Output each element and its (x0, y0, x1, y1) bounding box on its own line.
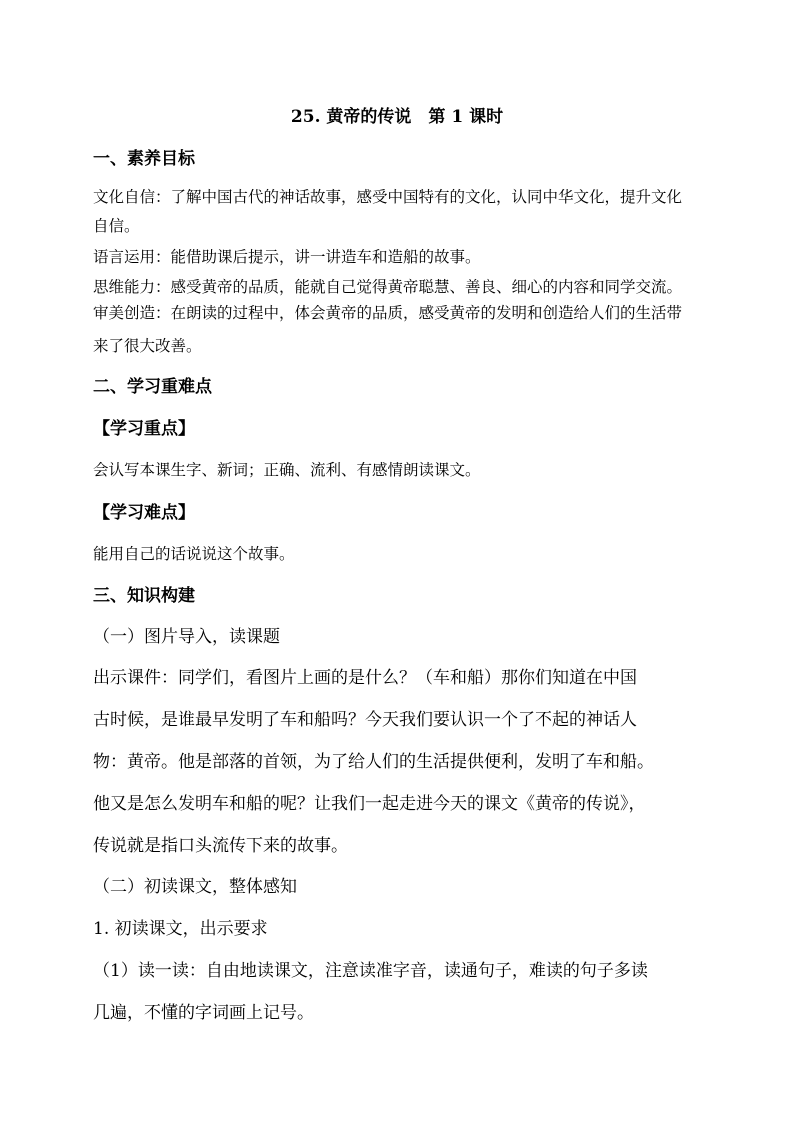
goal-line: 自信。 (93, 217, 140, 235)
paragraph-line: 传说就是指口头流传下来的故事。 (93, 836, 348, 856)
list-item-heading: 1. 初读课文，出示要求 (93, 919, 268, 939)
page-title: 25. 黄帝的传说 第 1 课时 (290, 107, 504, 127)
subsection-heading: （二）初读课文，整体感知 (93, 877, 297, 897)
difficulty-heading: 【学习难点】 (93, 503, 195, 523)
focus-text: 会认写本课生字、新词；正确、流利、有感情朗读课文。 (93, 461, 481, 479)
focus-heading: 【学习重点】 (93, 419, 195, 439)
difficulty-text: 能用自己的话说说这个故事。 (93, 545, 295, 563)
goal-line: 思维能力：感受黄帝的品质，能就自己觉得黄帝聪慧、善良、细心的内容和同学交流。 (93, 278, 683, 296)
paragraph-line: 物：黄帝。他是部落的首领，为了给人们的生活提供便利，发明了车和船。 (93, 752, 654, 772)
goal-line: 来了很大改善。 (93, 337, 202, 355)
list-item-line: 几遍，不懂的字词画上记号。 (93, 1003, 314, 1023)
section-heading-knowledge: 三、知识构建 (93, 586, 195, 606)
goal-line: 语言运用：能借助课后提示，讲一讲造车和造船的故事。 (93, 248, 481, 266)
goal-line: 文化自信：了解中国古代的神话故事，感受中国特有的文化，认同中华文化，提升文化 (93, 188, 683, 206)
list-item-line: （1）读一读：自由地读课文，注意读准字音，读通句子，难读的句子多读 (93, 961, 648, 981)
section-heading-key-points: 二、学习重难点 (93, 377, 212, 397)
paragraph-line: 出示课件：同学们，看图片上画的是什么？（车和船）那你们知道在中国 (93, 668, 637, 688)
section-heading-goals: 一、素养目标 (93, 149, 195, 169)
paragraph-line: 古时候，是谁最早发明了车和船吗？今天我们要认识一个了不起的神话人 (93, 710, 637, 730)
subsection-heading: （一）图片导入，读课题 (93, 627, 280, 647)
paragraph-line: 他又是怎么发明车和船的呢？让我们一起走进今天的课文《黄帝的传说》， (93, 794, 646, 814)
goal-line: 审美创造：在朗读的过程中，体会黄帝的品质，感受黄帝的发明和创造给人们的生活带 (93, 304, 683, 322)
